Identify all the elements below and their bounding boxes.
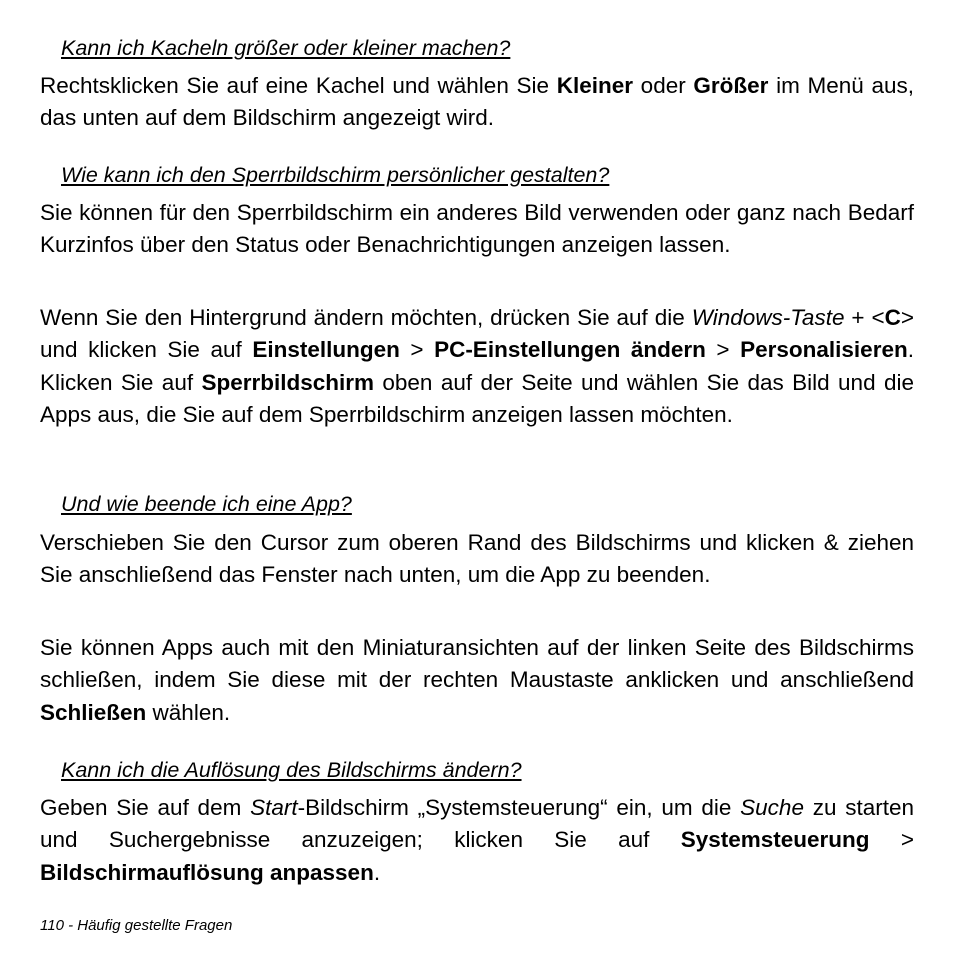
paragraph-resolution: Geben Sie auf dem Start-Bildschirm „Systemsteuerung“ ein, um die Suche zu starten und Suchergebnisse anzuzeigen; klicken Sie auf Systemsteuerung > Bildschirmauflösung anpassen. xyxy=(40,795,914,885)
paragraph-close-app-thumbnails: Sie können Apps auch mit den Miniaturansichten auf der linken Seite des Bildschirms schließen, indem Sie diese mit der rechten Maustaste anklicken und anschließend Schließen wählen. xyxy=(40,635,914,725)
heading-resize-tiles: Kann ich Kacheln größer oder kleiner machen? xyxy=(61,36,511,60)
heading-resolution: Kann ich die Auflösung des Bildschirms ändern? xyxy=(61,758,522,782)
page-footer: 110 - Häufig gestellte Fragen xyxy=(40,917,233,934)
paragraph-lock-screen-steps: Wenn Sie den Hintergrund ändern möchten, drücken Sie auf die Windows-Taste + <C> und klicken Sie auf Einstellungen > PC-Einstellungen ändern > Personalisieren. Klicken Sie auf Sperrbildschirm oben auf der Seite und wählen Sie das Bild und die Apps aus, die Sie auf dem Sperrbildschirm anzeigen lassen möchten. xyxy=(40,305,914,427)
paragraph-lock-screen-intro: Sie können für den Sperrbildschirm ein anderes Bild verwenden oder ganz nach Bedarf Kurzinfos über den Status oder Benachrichtigungen anzeigen lassen. xyxy=(40,200,914,258)
heading-lock-screen: Wie kann ich den Sperrbildschirm persönlicher gestalten? xyxy=(61,163,610,187)
heading-close-app: Und wie beende ich eine App? xyxy=(61,492,352,516)
paragraph-close-app-drag: Verschieben Sie den Cursor zum oberen Rand des Bildschirms und klicken & ziehen Sie anschließend das Fenster nach unten, um die App zu beenden. xyxy=(40,530,914,588)
paragraph-resize-tiles: Rechtsklicken Sie auf eine Kachel und wählen Sie Kleiner oder Größer im Menü aus, das unten auf dem Bildschirm angezeigt wird. xyxy=(40,73,914,131)
